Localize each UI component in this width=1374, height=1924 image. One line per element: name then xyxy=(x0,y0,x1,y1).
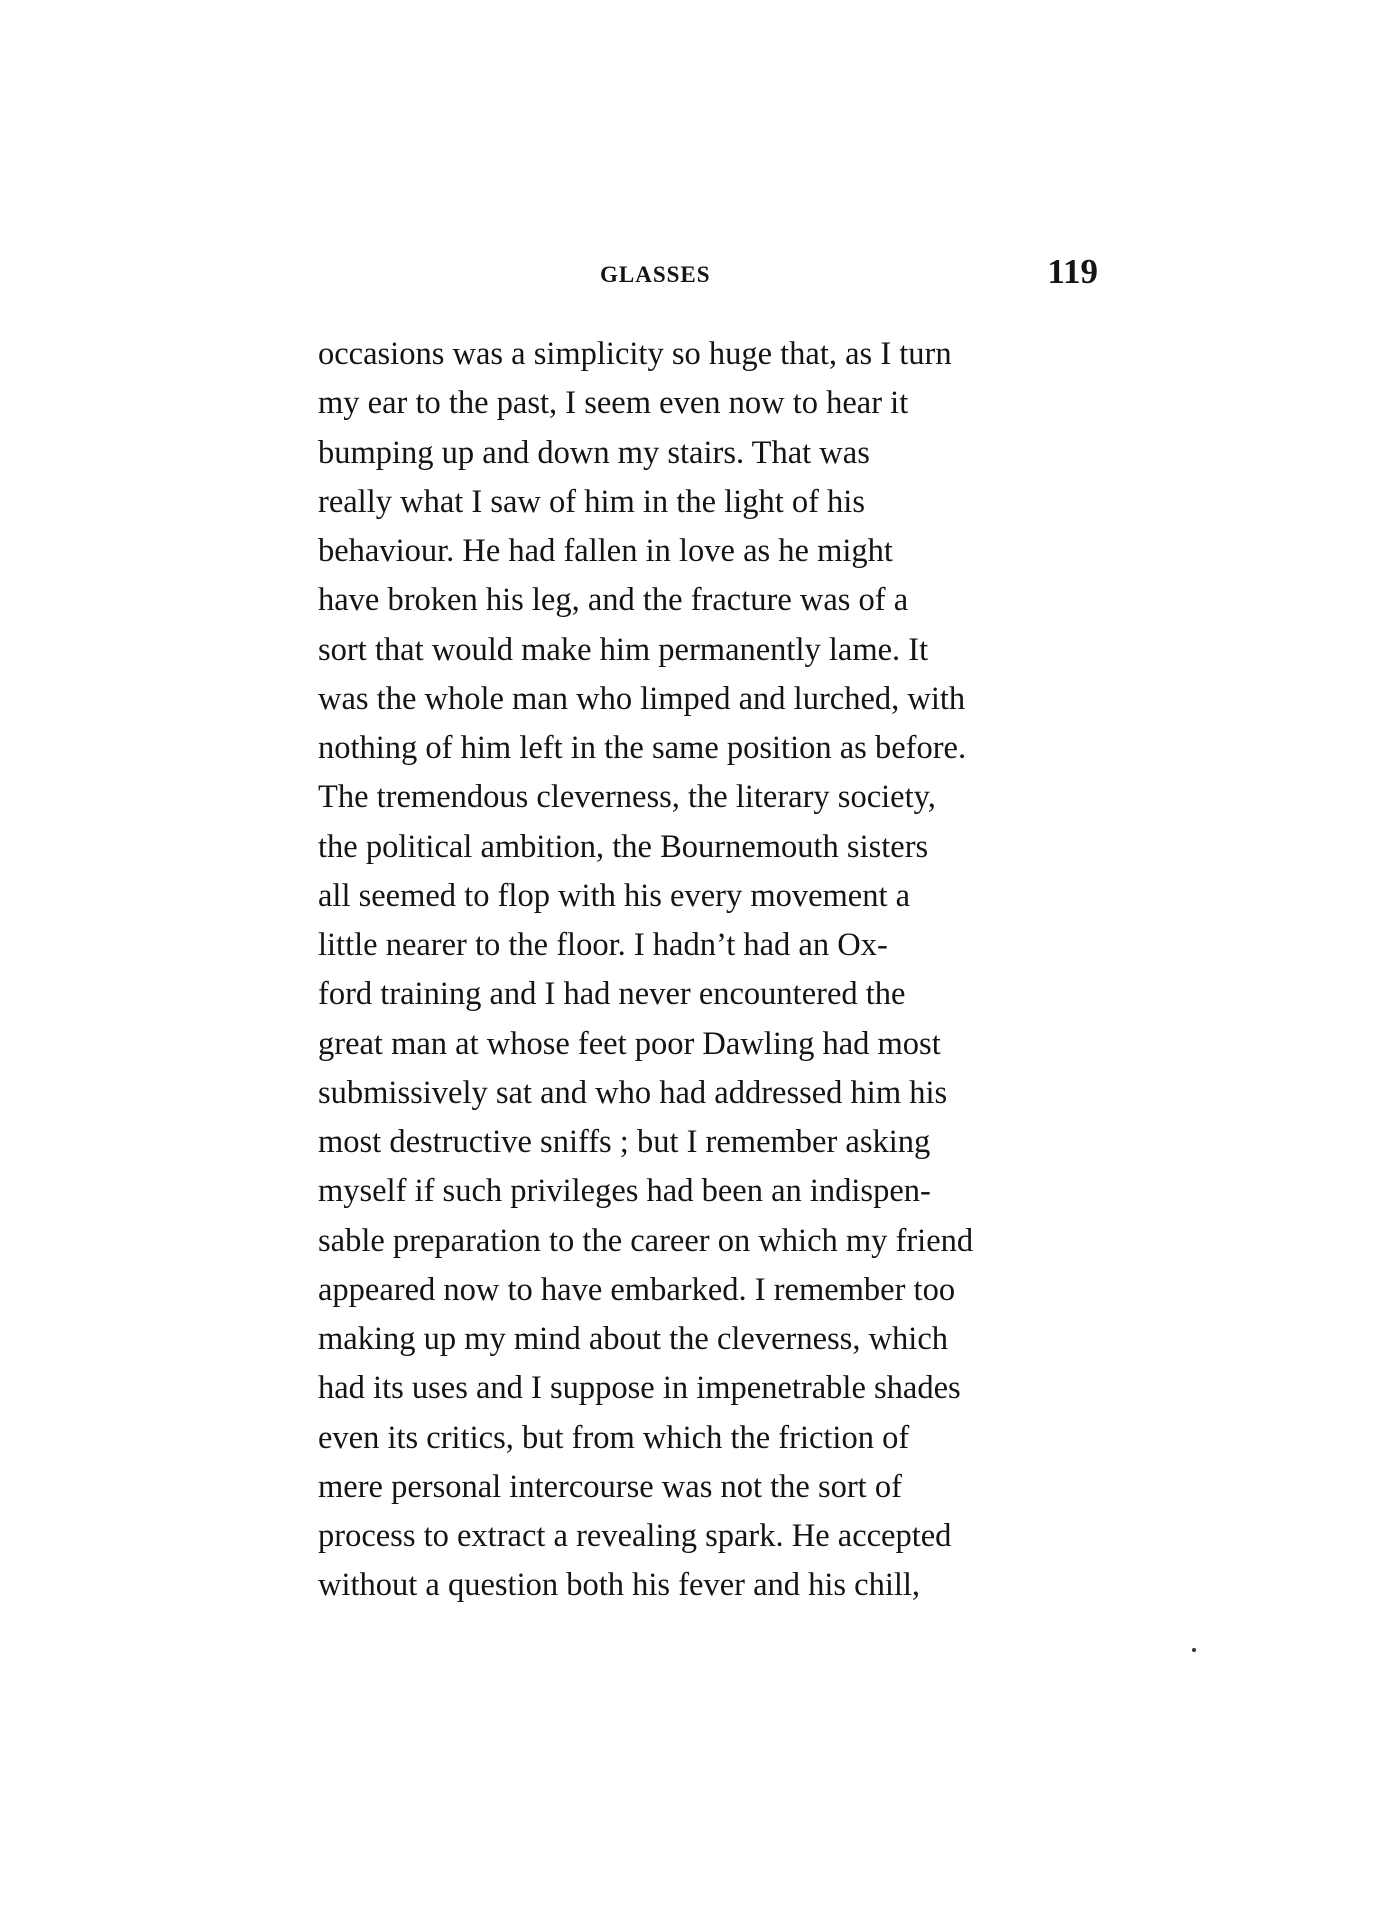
ink-speck xyxy=(1192,1648,1196,1652)
text-line: submissively sat and who had addressed him his xyxy=(318,1074,948,1111)
text-line: sable preparation to the career on which my friend xyxy=(318,1222,974,1259)
text-line: sort that would make him permanently lame. It xyxy=(318,631,929,668)
text-line: my ear to the past, I seem even now to hear it xyxy=(318,385,909,422)
running-title: GLASSES xyxy=(600,262,711,287)
text-line: process to extract a revealing spark. He accepted xyxy=(318,1518,952,1554)
text-line: without a question both his fever and his chill, xyxy=(318,1567,921,1604)
text-line: ford training and I had never encountered the xyxy=(318,976,906,1013)
running-head xyxy=(318,252,1098,292)
text-line: have broken his leg, and the fracture was of a xyxy=(318,582,909,619)
text-line: had its uses and I suppose in impenetrable shades xyxy=(318,1370,961,1407)
text-line: most destructive sniffs ; but I remember asking xyxy=(318,1124,931,1160)
text-line: nothing of him left in the same position as before. xyxy=(318,730,967,766)
text-line: even its critics, but from which the friction of xyxy=(318,1419,910,1456)
text-line: The tremendous cleverness, the literary society, xyxy=(318,779,936,816)
page-number: 119 xyxy=(1047,252,1098,291)
text-line: the political ambition, the Bournemouth sisters xyxy=(318,828,929,865)
text-line: occasions was a simplicity so huge that, as I turn xyxy=(318,336,952,372)
text-line: really what I saw of him in the light of his xyxy=(318,483,865,520)
text-line: all seemed to flop with his every movement a xyxy=(318,877,911,914)
body-text xyxy=(318,330,1098,1611)
text-line: little nearer to the floor. I hadn’t had an Ox- xyxy=(318,927,888,963)
text-line: mere personal intercourse was not the sort of xyxy=(318,1468,902,1505)
text-line: bumping up and down my stairs. That was xyxy=(318,434,870,471)
text-line: myself if such privileges had been an indispen- xyxy=(318,1173,931,1210)
text-line: was the whole man who limped and lurched, with xyxy=(318,680,966,717)
text-line: appeared now to have embarked. I remember too xyxy=(318,1271,956,1308)
text-line: great man at whose feet poor Dawling had most xyxy=(318,1025,941,1062)
text-line: making up my mind about the cleverness, which xyxy=(318,1321,949,1357)
text-line: behaviour. He had fallen in love as he might xyxy=(318,533,893,569)
